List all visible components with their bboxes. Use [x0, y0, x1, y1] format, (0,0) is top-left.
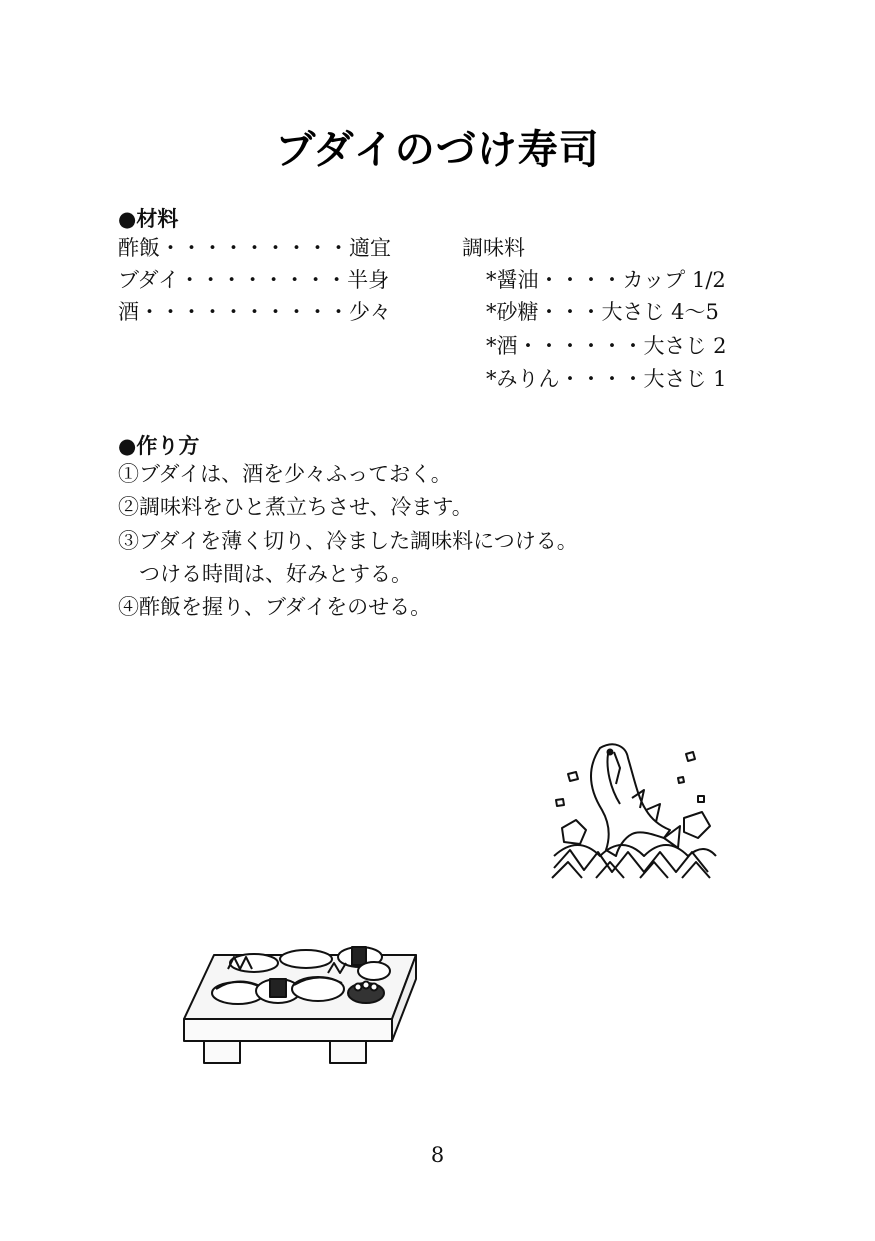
method-step: つける時間は、好みとする。 [118, 562, 412, 586]
seasoning-heading: 調味料 [462, 236, 525, 260]
method-step: ③ブダイを薄く切り、冷ました調味料につける。 [118, 529, 578, 553]
seasoning-item: *砂糖・・・大さじ 4～5 [486, 300, 719, 324]
seasoning-item: *酒・・・・・・大さじ 2 [486, 334, 727, 358]
seasoning-item: *醤油・・・・カップ 1/2 [486, 268, 726, 292]
seasoning-item: *みりん・・・・大さじ 1 [486, 367, 727, 391]
page-number: 8 [430, 1143, 445, 1167]
method-step: ④酢飯を握り、ブダイをのせる。 [118, 595, 432, 619]
method-step: ②調味料をひと煮立ちさせ、冷ます。 [118, 495, 473, 519]
method-step: ①ブダイは、酒を少々ふっておく。 [118, 462, 452, 486]
ingredient-item: 酢飯・・・・・・・・・適宜 [118, 236, 391, 260]
method-heading: ●作り方 [118, 434, 200, 458]
page-title: ブダイのづけ寿司 [275, 127, 600, 173]
ingredient-item: 酒・・・・・・・・・・少々 [118, 300, 391, 324]
fish-illustration [548, 738, 720, 880]
ingredients-heading: ●材料 [118, 207, 179, 231]
ingredient-item: ブダイ・・・・・・・・半身 [118, 268, 390, 292]
sushi-platter-illustration [178, 935, 424, 1080]
